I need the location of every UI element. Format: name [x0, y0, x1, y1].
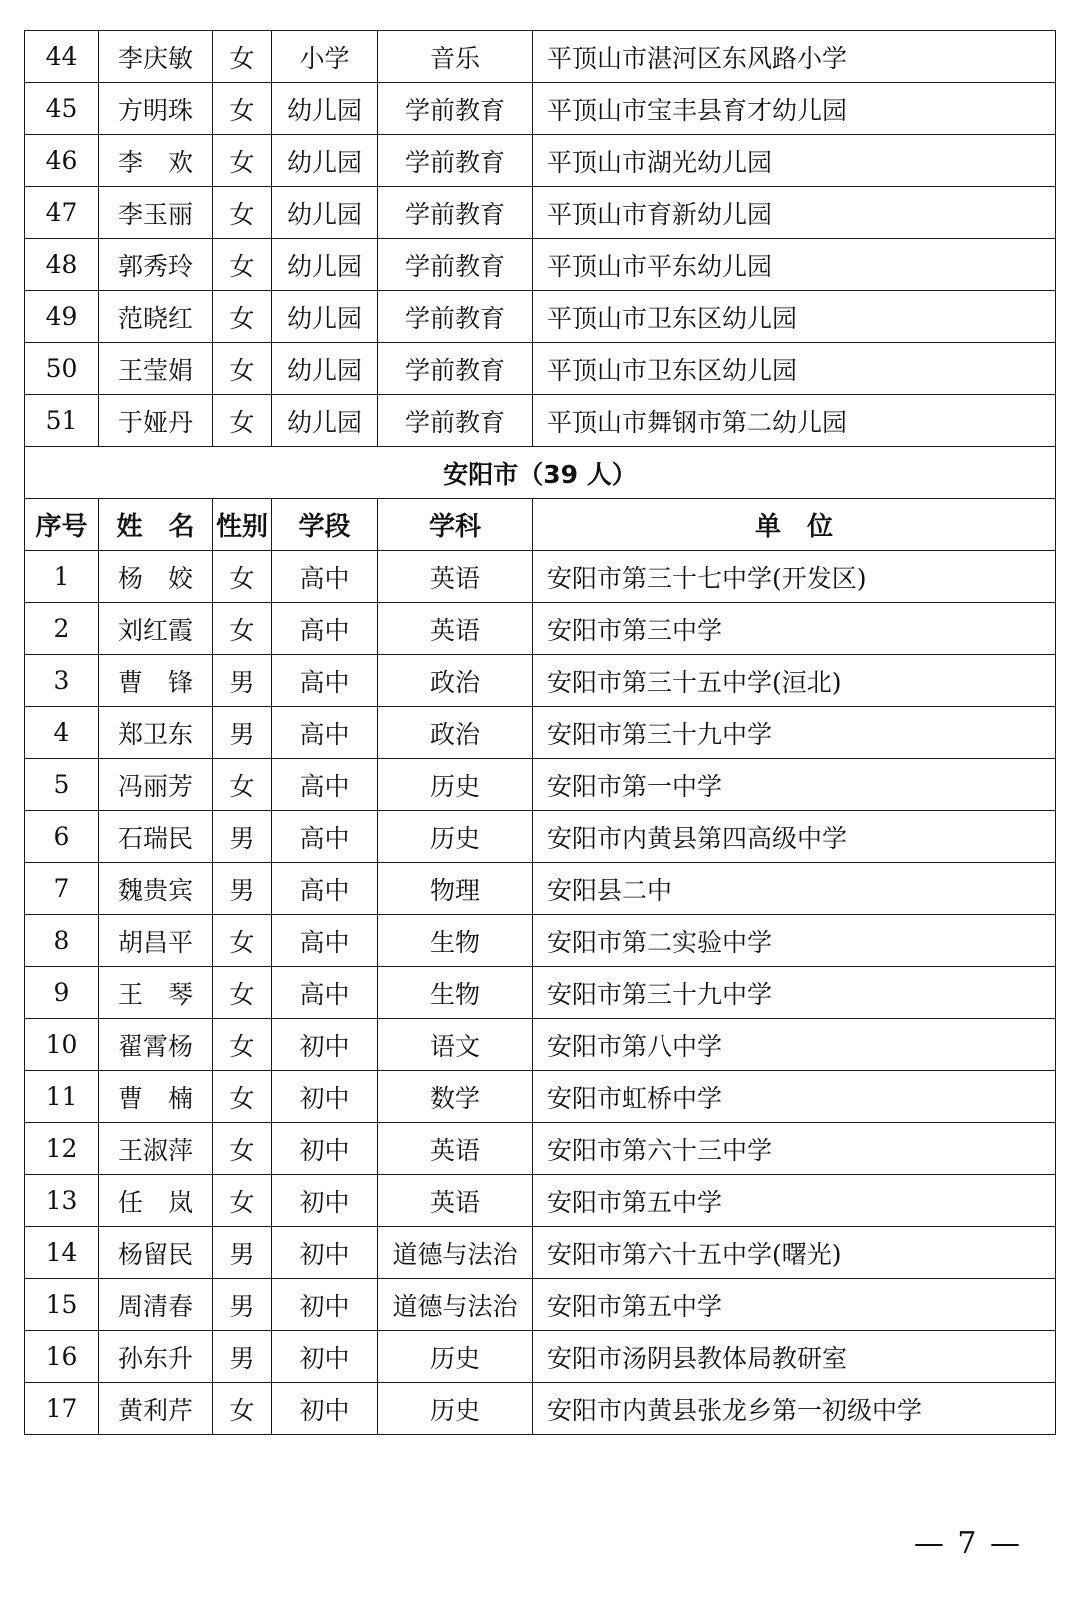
cell-number: 1	[25, 551, 99, 603]
cell-unit: 安阳市第六十三中学	[533, 1123, 1056, 1175]
cell-number: 50	[25, 343, 99, 395]
cell-number: 10	[25, 1019, 99, 1071]
table-row	[25, 1123, 1056, 1175]
cell-unit: 安阳县二中	[533, 863, 1056, 915]
cell-number: 16	[25, 1331, 99, 1383]
roster-table	[24, 30, 1056, 1435]
cell-gender: 男	[213, 1331, 272, 1383]
cell-stage: 高中	[272, 863, 378, 915]
cell-unit: 安阳市第三十九中学	[533, 707, 1056, 759]
table-row	[25, 1383, 1056, 1435]
cell-stage: 小学	[272, 31, 378, 83]
cell-stage: 初中	[272, 1227, 378, 1279]
cell-unit: 平顶山市宝丰县育才幼儿园	[533, 83, 1056, 135]
cell-gender: 女	[213, 343, 272, 395]
cell-number: 46	[25, 135, 99, 187]
cell-subject: 物理	[378, 863, 533, 915]
header-unit: 单 位	[533, 499, 1056, 551]
table-row	[25, 83, 1056, 135]
cell-stage: 初中	[272, 1019, 378, 1071]
cell-stage: 幼儿园	[272, 135, 378, 187]
table-row	[25, 967, 1056, 1019]
cell-number: 3	[25, 655, 99, 707]
table-row	[25, 31, 1056, 83]
cell-gender: 男	[213, 1279, 272, 1331]
cell-name: 曹 楠	[99, 1071, 213, 1123]
cell-name: 李玉丽	[99, 187, 213, 239]
cell-gender: 女	[213, 1175, 272, 1227]
table-row	[25, 1227, 1056, 1279]
cell-stage: 幼儿园	[272, 187, 378, 239]
cell-gender: 女	[213, 603, 272, 655]
cell-stage: 幼儿园	[272, 343, 378, 395]
cell-number: 17	[25, 1383, 99, 1435]
column-header-row	[25, 499, 1056, 551]
cell-number: 47	[25, 187, 99, 239]
cell-gender: 男	[213, 811, 272, 863]
cell-stage: 初中	[272, 1175, 378, 1227]
cell-gender: 男	[213, 863, 272, 915]
cell-stage: 初中	[272, 1123, 378, 1175]
cell-gender: 女	[213, 967, 272, 1019]
cell-gender: 女	[213, 83, 272, 135]
cell-name: 冯丽芳	[99, 759, 213, 811]
table-row	[25, 1279, 1056, 1331]
cell-number: 15	[25, 1279, 99, 1331]
cell-name: 杨 姣	[99, 551, 213, 603]
cell-stage: 幼儿园	[272, 83, 378, 135]
cell-name: 刘红霞	[99, 603, 213, 655]
table-row	[25, 707, 1056, 759]
cell-gender: 女	[213, 291, 272, 343]
cell-number: 13	[25, 1175, 99, 1227]
cell-number: 4	[25, 707, 99, 759]
cell-unit: 安阳市内黄县张龙乡第一初级中学	[533, 1383, 1056, 1435]
table-row	[25, 239, 1056, 291]
cell-subject: 学前教育	[378, 239, 533, 291]
cell-name: 王莹娟	[99, 343, 213, 395]
roster-table-body	[25, 31, 1056, 1435]
cell-gender: 男	[213, 655, 272, 707]
cell-name: 周清春	[99, 1279, 213, 1331]
cell-name: 石瑞民	[99, 811, 213, 863]
cell-subject: 政治	[378, 707, 533, 759]
cell-subject: 历史	[378, 1383, 533, 1435]
cell-name: 郭秀玲	[99, 239, 213, 291]
cell-stage: 幼儿园	[272, 395, 378, 447]
cell-number: 6	[25, 811, 99, 863]
cell-name: 曹 锋	[99, 655, 213, 707]
table-row	[25, 811, 1056, 863]
cell-name: 王 琴	[99, 967, 213, 1019]
cell-name: 李 欢	[99, 135, 213, 187]
cell-stage: 初中	[272, 1331, 378, 1383]
cell-stage: 高中	[272, 811, 378, 863]
cell-unit: 平顶山市湛河区东风路小学	[533, 31, 1056, 83]
cell-number: 7	[25, 863, 99, 915]
cell-subject: 学前教育	[378, 135, 533, 187]
cell-subject: 学前教育	[378, 291, 533, 343]
cell-number: 44	[25, 31, 99, 83]
cell-number: 12	[25, 1123, 99, 1175]
cell-number: 14	[25, 1227, 99, 1279]
cell-number: 8	[25, 915, 99, 967]
cell-subject: 政治	[378, 655, 533, 707]
cell-gender: 女	[213, 551, 272, 603]
table-row	[25, 863, 1056, 915]
section-title: 安阳市（39 人）	[25, 447, 1056, 499]
cell-subject: 音乐	[378, 31, 533, 83]
cell-subject: 英语	[378, 551, 533, 603]
cell-subject: 数学	[378, 1071, 533, 1123]
cell-unit: 平顶山市平东幼儿园	[533, 239, 1056, 291]
table-row	[25, 655, 1056, 707]
cell-subject: 生物	[378, 915, 533, 967]
cell-stage: 幼儿园	[272, 239, 378, 291]
cell-gender: 女	[213, 915, 272, 967]
cell-gender: 女	[213, 239, 272, 291]
cell-stage: 高中	[272, 759, 378, 811]
cell-gender: 女	[213, 31, 272, 83]
cell-stage: 高中	[272, 967, 378, 1019]
cell-name: 胡昌平	[99, 915, 213, 967]
table-row	[25, 1019, 1056, 1071]
cell-number: 51	[25, 395, 99, 447]
cell-name: 黄利芹	[99, 1383, 213, 1435]
header-stage: 学段	[272, 499, 378, 551]
table-row	[25, 135, 1056, 187]
cell-name: 任 岚	[99, 1175, 213, 1227]
cell-name: 孙东升	[99, 1331, 213, 1383]
cell-gender: 男	[213, 707, 272, 759]
cell-unit: 平顶山市舞钢市第二幼儿园	[533, 395, 1056, 447]
section-heading-row	[25, 447, 1056, 499]
cell-unit: 安阳市第六十五中学(曙光)	[533, 1227, 1056, 1279]
table-row	[25, 759, 1056, 811]
cell-gender: 女	[213, 1383, 272, 1435]
cell-gender: 女	[213, 1071, 272, 1123]
cell-number: 9	[25, 967, 99, 1019]
cell-subject: 英语	[378, 1123, 533, 1175]
cell-stage: 高中	[272, 707, 378, 759]
table-row	[25, 915, 1056, 967]
cell-unit: 安阳市第三十五中学(洹北)	[533, 655, 1056, 707]
cell-unit: 安阳市汤阴县教体局教研室	[533, 1331, 1056, 1383]
cell-name: 于娅丹	[99, 395, 213, 447]
cell-name: 郑卫东	[99, 707, 213, 759]
cell-subject: 学前教育	[378, 343, 533, 395]
cell-gender: 女	[213, 759, 272, 811]
cell-number: 45	[25, 83, 99, 135]
cell-unit: 平顶山市卫东区幼儿园	[533, 291, 1056, 343]
page-number: — 7 —	[913, 1526, 1022, 1561]
cell-number: 11	[25, 1071, 99, 1123]
cell-stage: 高中	[272, 915, 378, 967]
cell-gender: 女	[213, 1019, 272, 1071]
header-gender: 性别	[213, 499, 272, 551]
cell-name: 翟霄杨	[99, 1019, 213, 1071]
cell-name: 王淑萍	[99, 1123, 213, 1175]
table-row	[25, 291, 1056, 343]
table-row	[25, 1331, 1056, 1383]
cell-unit: 安阳市第三十七中学(开发区)	[533, 551, 1056, 603]
cell-number: 2	[25, 603, 99, 655]
table-row	[25, 187, 1056, 239]
cell-unit: 平顶山市育新幼儿园	[533, 187, 1056, 239]
cell-subject: 生物	[378, 967, 533, 1019]
table-row	[25, 603, 1056, 655]
cell-gender: 女	[213, 187, 272, 239]
cell-stage: 高中	[272, 551, 378, 603]
cell-unit: 安阳市第二实验中学	[533, 915, 1056, 967]
cell-unit: 安阳市第三十九中学	[533, 967, 1056, 1019]
cell-name: 李庆敏	[99, 31, 213, 83]
cell-unit: 安阳市第五中学	[533, 1175, 1056, 1227]
cell-stage: 初中	[272, 1279, 378, 1331]
cell-subject: 历史	[378, 811, 533, 863]
header-number: 序号	[25, 499, 99, 551]
cell-name: 杨留民	[99, 1227, 213, 1279]
cell-unit: 平顶山市湖光幼儿园	[533, 135, 1056, 187]
cell-unit: 安阳市第三中学	[533, 603, 1056, 655]
table-row	[25, 1175, 1056, 1227]
cell-unit: 安阳市内黄县第四高级中学	[533, 811, 1056, 863]
cell-unit: 安阳市虹桥中学	[533, 1071, 1056, 1123]
cell-stage: 初中	[272, 1383, 378, 1435]
cell-subject: 历史	[378, 759, 533, 811]
cell-stage: 高中	[272, 603, 378, 655]
cell-gender: 女	[213, 1123, 272, 1175]
header-subject: 学科	[378, 499, 533, 551]
cell-subject: 语文	[378, 1019, 533, 1071]
cell-subject: 历史	[378, 1331, 533, 1383]
cell-number: 49	[25, 291, 99, 343]
cell-unit: 安阳市第五中学	[533, 1279, 1056, 1331]
cell-subject: 道德与法治	[378, 1227, 533, 1279]
cell-subject: 道德与法治	[378, 1279, 533, 1331]
cell-subject: 英语	[378, 603, 533, 655]
cell-subject: 学前教育	[378, 395, 533, 447]
cell-stage: 初中	[272, 1071, 378, 1123]
cell-stage: 高中	[272, 655, 378, 707]
cell-unit: 安阳市第一中学	[533, 759, 1056, 811]
table-row	[25, 1071, 1056, 1123]
cell-gender: 女	[213, 135, 272, 187]
cell-name: 魏贵宾	[99, 863, 213, 915]
cell-name: 方明珠	[99, 83, 213, 135]
header-name: 姓 名	[99, 499, 213, 551]
cell-unit: 平顶山市卫东区幼儿园	[533, 343, 1056, 395]
cell-subject: 学前教育	[378, 187, 533, 239]
cell-number: 5	[25, 759, 99, 811]
cell-unit: 安阳市第八中学	[533, 1019, 1056, 1071]
table-row	[25, 551, 1056, 603]
table-row	[25, 395, 1056, 447]
cell-name: 范晓红	[99, 291, 213, 343]
cell-stage: 幼儿园	[272, 291, 378, 343]
cell-gender: 女	[213, 395, 272, 447]
cell-subject: 英语	[378, 1175, 533, 1227]
table-row	[25, 343, 1056, 395]
cell-subject: 学前教育	[378, 83, 533, 135]
cell-gender: 男	[213, 1227, 272, 1279]
cell-number: 48	[25, 239, 99, 291]
